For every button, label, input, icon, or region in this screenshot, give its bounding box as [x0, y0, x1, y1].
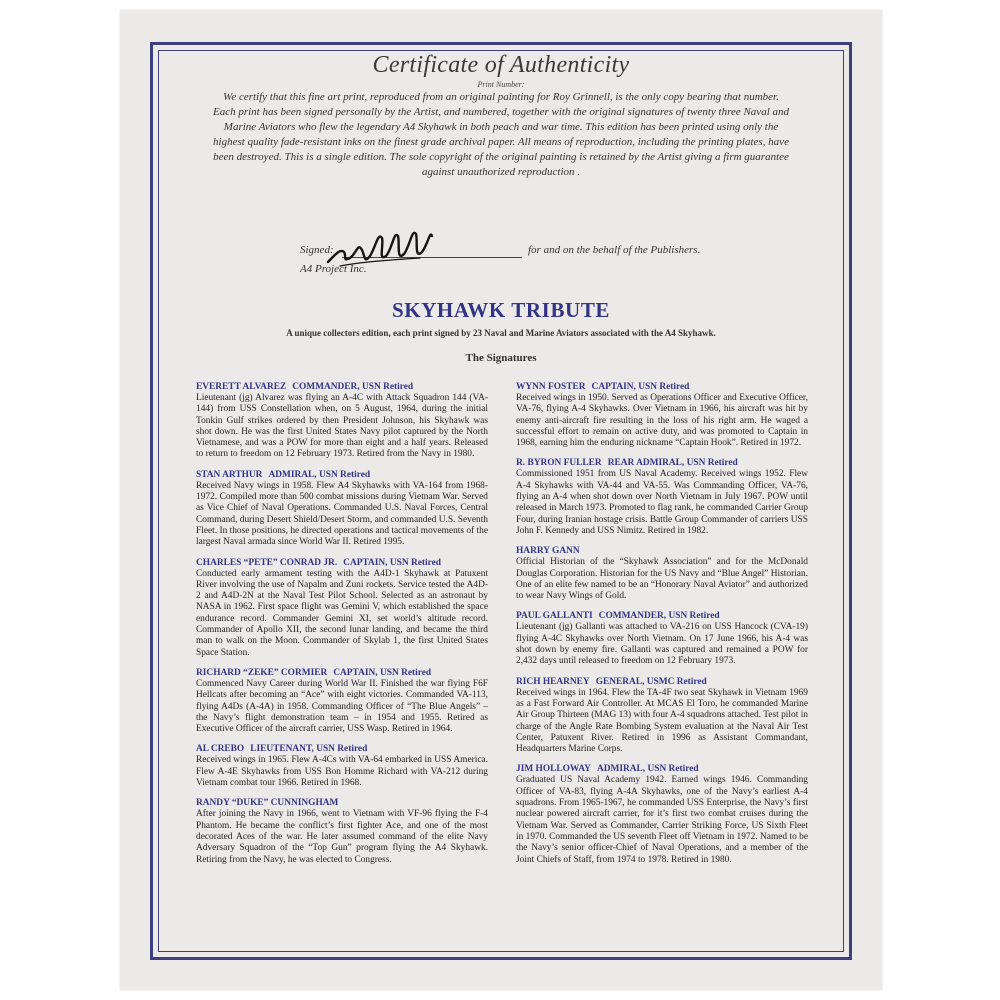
aviator-name: RANDY “DUKE” CUNNINGHAM: [196, 798, 339, 809]
aviator-name: JIM HOLLOWAY: [516, 764, 591, 775]
signature-entry: [516, 382, 808, 449]
aviator-rank: CAPTAIN, USN Retired: [343, 557, 441, 568]
tribute-title: SKYHAWK TRIBUTE: [391, 298, 611, 322]
aviator-bio: Received wings in 1965. Flew A-4Cs with VA-64 embarked in USS America. Flew A-4E Skyhawks from USS Bon Homme Richard with VA-212 during Vietnam combat tour 1966. Retired in 1968.: [196, 755, 488, 789]
signature-entry: [516, 611, 808, 667]
aviator-rank: ADMIRAL, USN Retired: [268, 469, 371, 480]
signature-entry: [516, 764, 808, 865]
aviator-name: RICHARD “ZEKE” CORMIER: [196, 667, 328, 678]
signature-entry: [196, 382, 488, 461]
tribute-subtitle: A unique collectors edition, each print signed by 23 Naval and Marine Aviators associated with the A4 Skyhawk.: [286, 328, 716, 338]
print-number-label: Print Number:: [477, 80, 525, 89]
aviator-bio: Lieutenant (jg) Gallanti was attached to VA-216 on USS Hancock (CVA-19) flying A-4C Skyhawks over North Vietnam. On 17 June 1966, his A-4 was shot down by enemy fire. Gallanti was captured and remained a POW for 2,432 days until released to freedom on 12 February 1973.: [516, 622, 808, 667]
aviator-name: EVERETT ALVAREZ: [196, 382, 287, 392]
aviator-rank: LIEUTENANT, USN Retired: [250, 744, 368, 755]
aviator-bio: Graduated US Naval Academy 1942. Earned wings 1946. Commanding Officer of VA-83, flying A-4A Skyhawks, one of the Navy’s earliest A-4 squadrons. From 1965-1967, he commanded USS Enterprise, the Navy’s first nuclear powered aircraft carrier, for it’s first two combat cruises during the Vietnam War. Served as Commander, Carrier Striking Force, US Sixth Fleet in 1970. Commanded the US seventh Fleet off Vietnam in 1972. Named to be the Navy’s senior officer-Chief of Naval Operations, and a member of the Joint Chiefs of Staff, from 1974 to 1978. Retired in 1980.: [516, 775, 808, 865]
aviator-rank: CAPTAIN, USN Retired: [591, 382, 690, 392]
signatures-left-column: [196, 382, 488, 875]
signatures-heading: The Signatures: [465, 352, 537, 364]
aviator-rank: COMMANDER, USN Retired: [292, 382, 414, 392]
signature-entry: [196, 668, 488, 735]
certificate-title: Certificate of Authenticity: [372, 52, 630, 78]
aviator-bio: Conducted early armament testing with the A4D-1 Skyhawk at Patuxent River involving the use of Napalm and Zuni rockets. Service tested the A4D-2 and A4D-2N at the Naval Test Pilot School. Selected as an astronaut by NASA in 1962. First space flight was Gemini V, which established the space endurance record. Commander Gemini XI, set world’s altitude record. Commander of Apollo XII, the second lunar landing, and became the third man to walk on the Moon. Commander of Skylab 1, the first United States Space Station.: [196, 568, 488, 658]
certificate-paper: [120, 10, 882, 990]
signature-entry: [196, 798, 488, 865]
aviator-rank: REAR ADMIRAL, USN Retired: [607, 458, 738, 469]
certificate-statement: We certify that this fine art print, reproduced from an original painting for Roy Grinnell, is the only copy bearing that number. Each print has been signed personally by the Artist, and numbered, together with the original signatures of twenty three Naval and Marine Aviators who flew the legendary A4 Skyhawk in both peach and war time. This edition has been printed using only the highest quality fade-resistant inks on the finest grade archival paper. All means of reproduction, including the printing plates, have been destroyed. This is a single edition. The sole copyright of the original painting is retained by the Artist giving a firm guarantee against unauthorized reproduction .: [212, 91, 789, 178]
signature-entry: [196, 558, 488, 659]
aviator-rank: ADMIRAL, USN Retired: [596, 764, 699, 775]
signed-suffix: for and on the behalf of the Publishers.: [528, 244, 701, 256]
aviator-name: AL CREBO: [196, 744, 245, 755]
aviator-bio: Received wings in 1964. Flew the TA-4F two seat Skyhawk in Vietnam 1969 as a Fast Forward Air Controller. At MCAS El Toro, he commanded Marine Air Group Thirteen (MAG 13) with four A-4 squadrons attached. Test pilot in charge of the Angle Rate Bombing System evaluation at the Naval Air Test Center, Patuxent River. Retired in 1996 as Assistant Commandant, Headquarters Marine Corps.: [516, 687, 808, 755]
publisher-name: A4 Project Inc.: [300, 263, 367, 275]
signed-label: Signed:: [300, 244, 334, 256]
aviator-bio: Received wings in 1950. Served as Operations Officer and Executive Officer, VA-76, flying A-4 Skyhawks. Over Vietnam in 1966, his aircraft was hit by enemy anti-aircraft fire resulting in the loss of his right arm. He waged a successful effort to remain on active duty, and was promoted to Captain in 1968, earning him the enduring nickname “Captain Hook”. Retired in 1972.: [516, 393, 808, 449]
aviator-rank: COMMANDER, USN Retired: [598, 611, 720, 622]
aviator-rank: CAPTAIN, USN Retired: [333, 667, 432, 678]
aviator-bio: Received Navy wings in 1958. Flew A4 Skyhawks with VA-164 from 1968-1972. Compiled more than 500 combat missions during Vietnam War. Served as Vice Chief of Naval Operations. Commanded U.S. Naval Forces, Central Command, during Desert Shield/Desert Storm, and commanded U.S. Seventh Fleet. In those positions, he directed operations and tactical movements of the largest Naval armada since World War II. Retired 1995.: [196, 480, 488, 548]
aviator-bio: Commissioned 1951 from US Naval Academy. Received wings 1952. Flew A-4 Skyhawks with VA-44 and VA-55. Was Commanding Officer, VA-76, flying an A-4 when shot down over North Vietnam in July 1967. POW until released in March 1973. Promoted to flag rank, he commanded Carrier Group Four, during Iranian hostage crisis. Battle Group Commander of carriers USS John F. Kennedy and USS Nimitz. Retired in 1982.: [516, 469, 808, 536]
aviator-name: WYNN FOSTER: [516, 382, 586, 392]
aviator-name: PAUL GALLANTI: [516, 611, 593, 622]
signature-entry: [516, 677, 808, 756]
signature-entry: [516, 458, 808, 537]
aviator-name: CHARLES “PETE” CONRAD JR.: [196, 557, 338, 568]
signature-entry: [196, 470, 488, 549]
aviator-bio: Official Historian of the “Skyhawk Association” and for the McDonald Douglas Corporation. Historian for the US Navy and “Blue Angel” Historian. One of an elite few named to be an “Honorary Naval Aviator” and authorized to wear Navy Wings of Gold.: [516, 557, 808, 602]
aviator-name: R. BYRON FULLER: [516, 458, 602, 469]
aviator-rank: GENERAL, USMC Retired: [595, 676, 707, 687]
signatures-right-column: [516, 382, 808, 875]
signature-entry: [196, 744, 488, 789]
aviator-name: RICH HEARNEY: [516, 676, 590, 687]
aviator-name: STAN ARTHUR: [196, 469, 263, 480]
aviator-bio: Lieutenant (jg) Alvarez was flying an A-4C with Attack Squadron 144 (VA-144) from USS Constellation when, on 5 August, 1964, during the initial Tonkin Gulf strikes ordered by then President Johnson, his Skyhawk was shot down. He was the first United States Navy pilot captured by the North Vietnamese, and was a POW for more than eight and a half years. Released to return to freedom on 12 February 1973. Retired from the Navy in 1980.: [196, 393, 488, 460]
aviator-name: HARRY GANN: [516, 546, 580, 557]
signature-entry: [516, 546, 808, 602]
aviator-bio: Commenced Navy Career during World War II. Finished the war flying F6F Hellcats after becoming an “Ace” with eight victories. Commanded VA-113, flying A4Ds (A-4A) in 1958. Commanding Officer of “The Blue Angels” – the Navy’s flight demonstration team – in 1954 and 1955. Retired as Executive Officer of the aircraft carrier, USS Wasp. Retired in 1964.: [196, 678, 488, 735]
aviator-bio: After joining the Navy in 1966, went to Vietnam with VF-96 flying the F-4 Phantom. He became the conflict’s first fighter Ace, and one of the most decorated Aces of the war. He later assumed command of the elite Navy Adversary Squadron of the “Top Gun” program flying the A4 Skyhawk. Retiring from the Navy, he was elected to Congress.: [196, 809, 488, 865]
